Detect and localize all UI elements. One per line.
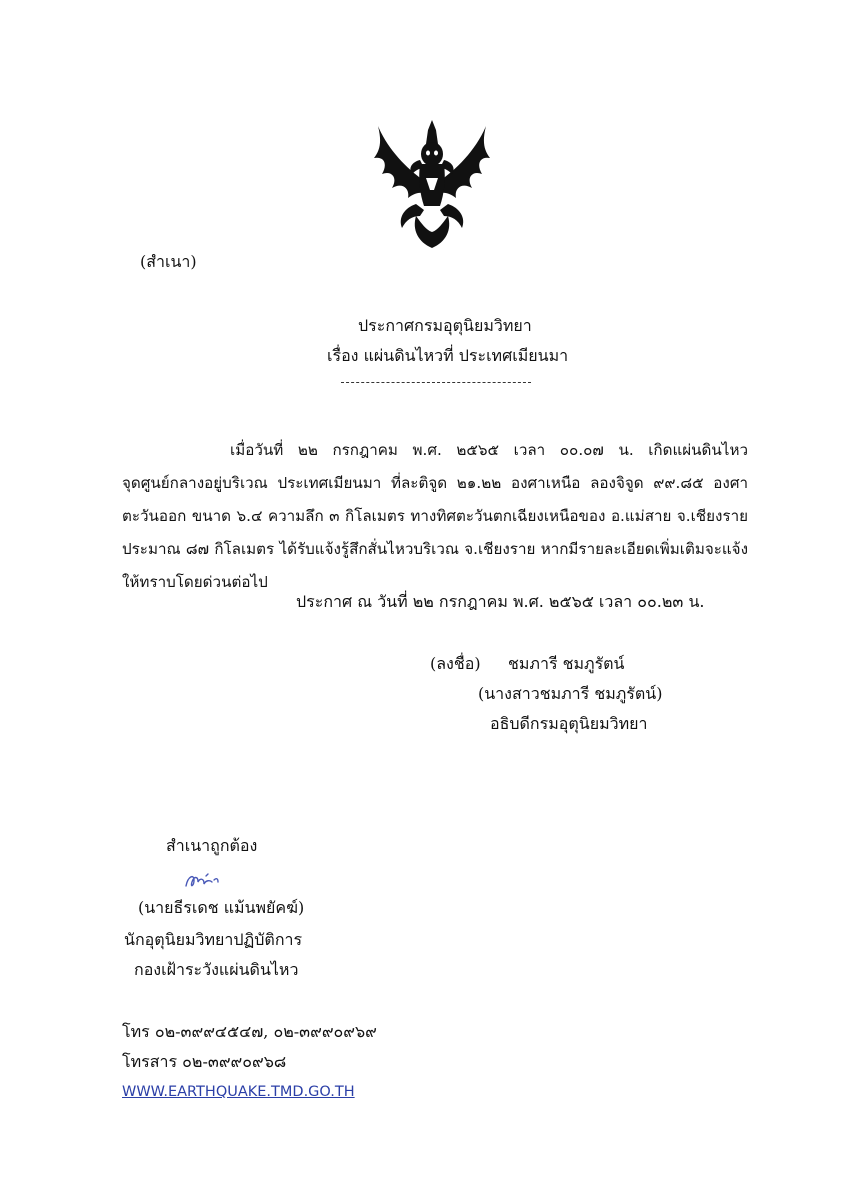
body-paragraph: เมื่อวันที่ ๒๒ กรกฎาคม พ.ศ. ๒๕๖๕ เวลา ๐๐.๐๗ น. เกิดแผ่นดินไหว จุดศูนย์กลางอยู่บริเวณ ประเทศเมียนมา ที่ละติจูด ๒๑.๒๒ องศาเหนือ ลองจิจูด ๙๙.๘๕ องศาตะวันออก ขนาด ๖.๔ ความลึก ๓ กิโลเมตร ทางทิศตะวันตกเฉียงเหนือของ อ.แม่สาย จ.เชียงราย ประมาณ ๘๗ กิโลเมตร ได้รับแจ้งรู้สึกสั่นไหวบริเวณ จ.เชียงราย หากมีรายละเอียดเพิ่มเติมจะแจ้งให้ทราบโดยด่วนต่อไป [122,441,748,591]
fax-number: โทรสาร ๐๒-๓๙๙๐๙๖๘ [122,1052,287,1071]
signatory-full-name: (นางสาวชมภารี ชมภูรัตน์) [478,684,663,703]
garuda-emblem-icon [368,120,496,250]
announcement-subject: เรื่อง แผ่นดินไหวที่ ประเทศเมียนมา [327,346,569,365]
handwritten-signature [182,870,222,892]
signature-name: ชมภารี ชมภูรัตน์ [508,654,625,673]
announcement-date: ประกาศ ณ วันที่ ๒๒ กรกฎาคม พ.ศ. ๒๕๖๕ เวลา ๐๐.๒๓ น. [296,592,705,611]
certifier-position: นักอุตุนิยมวิทยาปฏิบัติการ [124,930,303,949]
certifier-division: กองเฝ้าระวังแผ่นดินไหว [134,960,299,979]
title-divider [341,382,531,383]
signatory-position: อธิบดีกรมอุตุนิยมวิทยา [490,714,648,733]
sign-label: (ลงชื่อ) [430,654,481,673]
announcement-body [122,434,748,599]
certifier-full-name: (นายธีรเดช แม้นพยัคฆ์) [138,898,305,917]
copy-label: (สำเนา) [140,252,197,271]
phone-numbers: โทร ๐๒-๓๙๙๔๕๔๗, ๐๒-๓๙๙๐๙๖๙ [122,1022,377,1041]
announcement-title: ประกาศกรมอุตุนิยมวิทยา [358,316,532,335]
certified-copy-label: สำเนาถูกต้อง [166,836,258,855]
website-link[interactable]: WWW.EARTHQUAKE.TMD.GO.TH [122,1084,355,1100]
